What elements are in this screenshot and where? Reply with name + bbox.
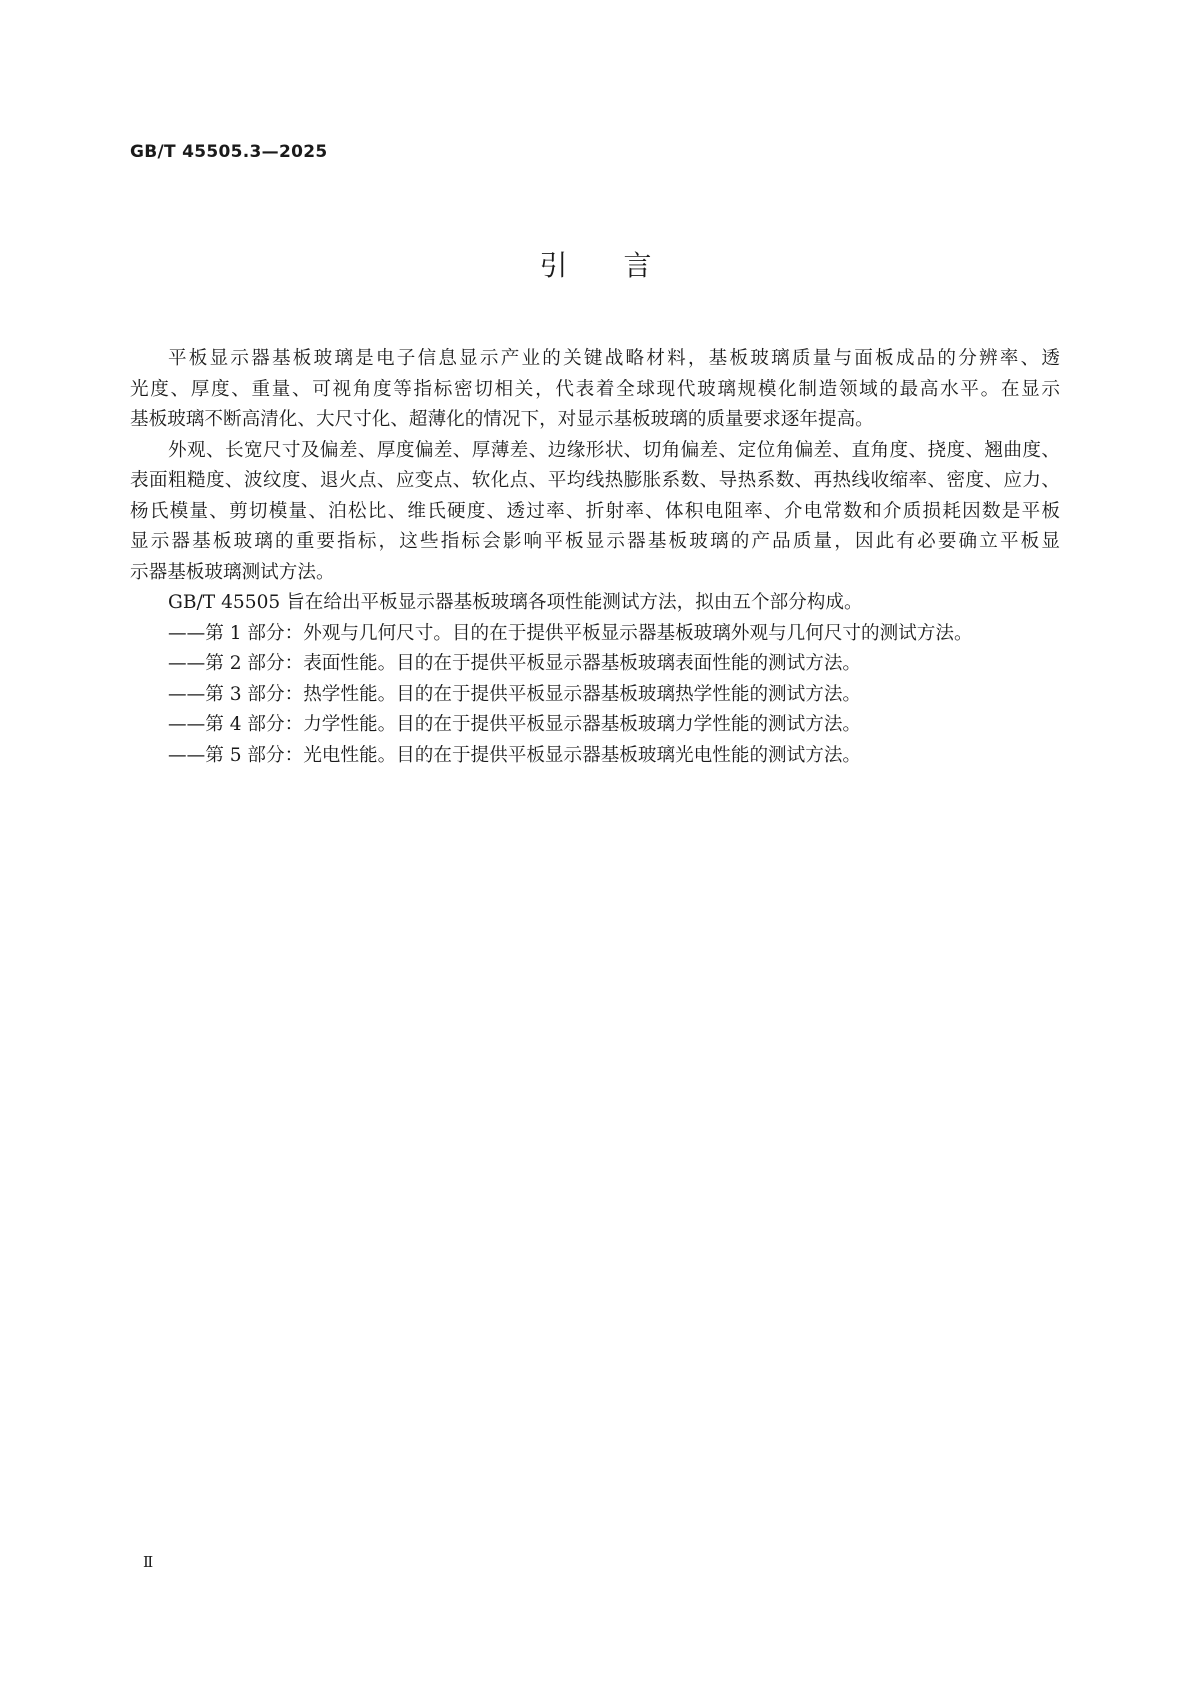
page-title: 引言 <box>539 249 708 282</box>
list-item: ——第 4 部分：力学性能。目的在于提供平板显示器基板玻璃力学性能的测试方法。 <box>168 714 862 735</box>
list-item: ——第 1 部分：外观与几何尺寸。目的在于提供平板显示器基板玻璃外观与几何尺寸的测试方法。 <box>168 622 973 644</box>
standard-code: GB/T 45505.3—2025 <box>130 142 328 162</box>
paragraph-line: 光度、厚度、重量、可视角度等指标密切相关，代表着全球现代玻璃规模化制造领域的最高水平。在显示 <box>130 378 1060 400</box>
paragraph-line: 杨氏模量、剪切模量、泊松比、维氏硬度、透过率、折射率、体积电阻率、介电常数和介质损耗因数是平板 <box>130 500 1060 522</box>
paragraph-line: 显示器基板玻璃的重要指标，这些指标会影响平板显示器基板玻璃的产品质量，因此有必要确立平板显 <box>130 531 1060 552</box>
paragraph-indicators <box>130 436 1060 589</box>
paragraph-structure <box>130 588 1060 619</box>
paragraph-line: 表面粗糙度、波纹度、退火点、应变点、软化点、平均线热膨胀系数、导热系数、再热线收缩率、密度、应力、 <box>130 470 1060 491</box>
paragraph-line: 平板显示器基板玻璃是电子信息显示产业的关键战略材料，基板玻璃质量与面板成品的分辨率、透 <box>168 348 1060 369</box>
list-item: ——第 3 部分：热学性能。目的在于提供平板显示器基板玻璃热学性能的测试方法。 <box>168 683 862 705</box>
paragraph-line: GB/T 45505 旨在给出平板显示器基板玻璃各项性能测试方法，拟由五个部分构成。 <box>168 592 863 613</box>
paragraph-line: 示器基板玻璃测试方法。 <box>130 561 335 583</box>
list-item: ——第 2 部分：表面性能。目的在于提供平板显示器基板玻璃表面性能的测试方法。 <box>168 653 862 674</box>
paragraph-intro <box>130 344 1060 436</box>
parts-list <box>130 619 1060 772</box>
document-body <box>130 344 1060 771</box>
list-item: ——第 5 部分：光电性能。目的在于提供平板显示器基板玻璃光电性能的测试方法。 <box>168 744 862 766</box>
paragraph-line: 基板玻璃不断高清化、大尺寸化、超薄化的情况下，对显示基板玻璃的质量要求逐年提高。 <box>130 409 874 430</box>
paragraph-line: 外观、长宽尺寸及偏差、厚度偏差、厚薄差、边缘形状、切角偏差、定位角偏差、直角度、挠度、翘曲度、 <box>168 439 1060 461</box>
page-number: Ⅱ <box>143 1553 154 1571</box>
